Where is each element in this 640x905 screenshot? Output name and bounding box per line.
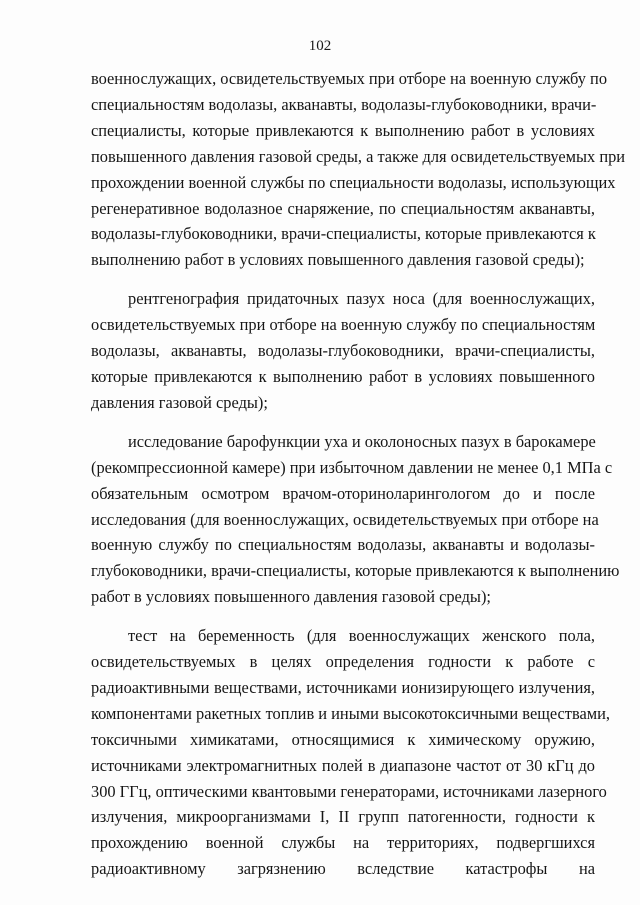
paragraph-line: радиоактивными веществами, источниками ионизирующего излучения,	[91, 677, 595, 697]
paragraph-line: работ в условиях повышенного давления газовой среды);	[91, 587, 491, 607]
paragraph-line: повышенного давления газовой среды, а также для освидетельствуемых при	[91, 146, 626, 166]
page-number: 102	[308, 38, 332, 54]
paragraph-line: компонентами ракетных топлив и иными высокотоксичными веществами,	[91, 703, 611, 723]
paragraph-4	[91, 623, 611, 882]
paragraph-line: глубоководники, врачи-специалисты, которые привлекаются к выполнению	[91, 561, 620, 581]
paragraph-line: обязательным осмотром врачом-оториноларингологом до и после	[91, 483, 595, 503]
paragraph-line: давления газовой среды);	[91, 392, 268, 412]
paragraph-1	[91, 66, 626, 273]
paragraph-line: выполнению работ в условиях повышенного давления газовой среды);	[91, 250, 585, 270]
paragraph-line: тест на беременность (для военнослужащих женского пола,	[128, 626, 595, 646]
paragraph-line: рентгенография придаточных пазух носа (для военнослужащих,	[128, 289, 595, 309]
paragraph-line: регенеративное водолазное снаряжение, по специальностям акванавты,	[91, 198, 595, 218]
paragraph-line: источниками электромагнитных полей в диапазоне частот от 30 кГц до	[91, 755, 595, 775]
paragraph-line: водолазы, акванавты, водолазы-глубоководники, врачи-специалисты,	[91, 341, 595, 361]
paragraph-line: радиоактивному загрязнению вследствие катастрофы на	[91, 859, 595, 879]
paragraph-line: военнослужащих, освидетельствуемых при отборе на военную службу по	[91, 69, 608, 88]
paragraph-line: излучения, микроорганизмами I, II групп патогенности, годности к	[91, 807, 595, 827]
paragraph-line: прохождению военной службы на территориях, подвергшихся	[91, 833, 595, 853]
paragraph-line: специалисты, которые привлекаются к выполнению работ в условиях	[91, 120, 595, 140]
paragraph-line: освидетельствуемых при отборе на военную службу по специальностям	[91, 315, 596, 335]
paragraph-2	[91, 286, 595, 416]
paragraph-line: токсичными химикатами, относящимися к химическому оружию,	[91, 729, 595, 749]
paragraph-line: (рекомпрессионной камере) при избыточном давлении не менее 0,1 МПа с	[91, 457, 613, 477]
document-body	[91, 66, 626, 882]
paragraph-3	[91, 429, 620, 610]
paragraph-line: прохождении военной службы по специальности водолазы, использующих	[91, 172, 616, 192]
paragraph-line: исследование барофункции уха и околоносных пазух в барокамере	[128, 431, 596, 451]
paragraph-line: исследования (для военнослужащих, освидетельствуемых при отборе на	[91, 509, 599, 529]
paragraph-line: водолазы-глубоководники, врачи-специалисты, которые привлекаются к	[91, 224, 596, 244]
paragraph-line: 300 ГГц, оптическими квантовыми генераторами, источниками лазерного	[91, 781, 607, 801]
paragraph-line: специальностям водолазы, акванавты, водолазы-глубоководники, врачи-	[91, 94, 597, 114]
paragraph-line: освидетельствуемых в целях определения годности к работе с	[91, 652, 595, 672]
paragraph-line: которые привлекаются к выполнению работ в условиях повышенного	[91, 366, 595, 386]
paragraph-line: военную службу по специальностям водолазы, акванавты и водолазы-	[91, 535, 595, 555]
